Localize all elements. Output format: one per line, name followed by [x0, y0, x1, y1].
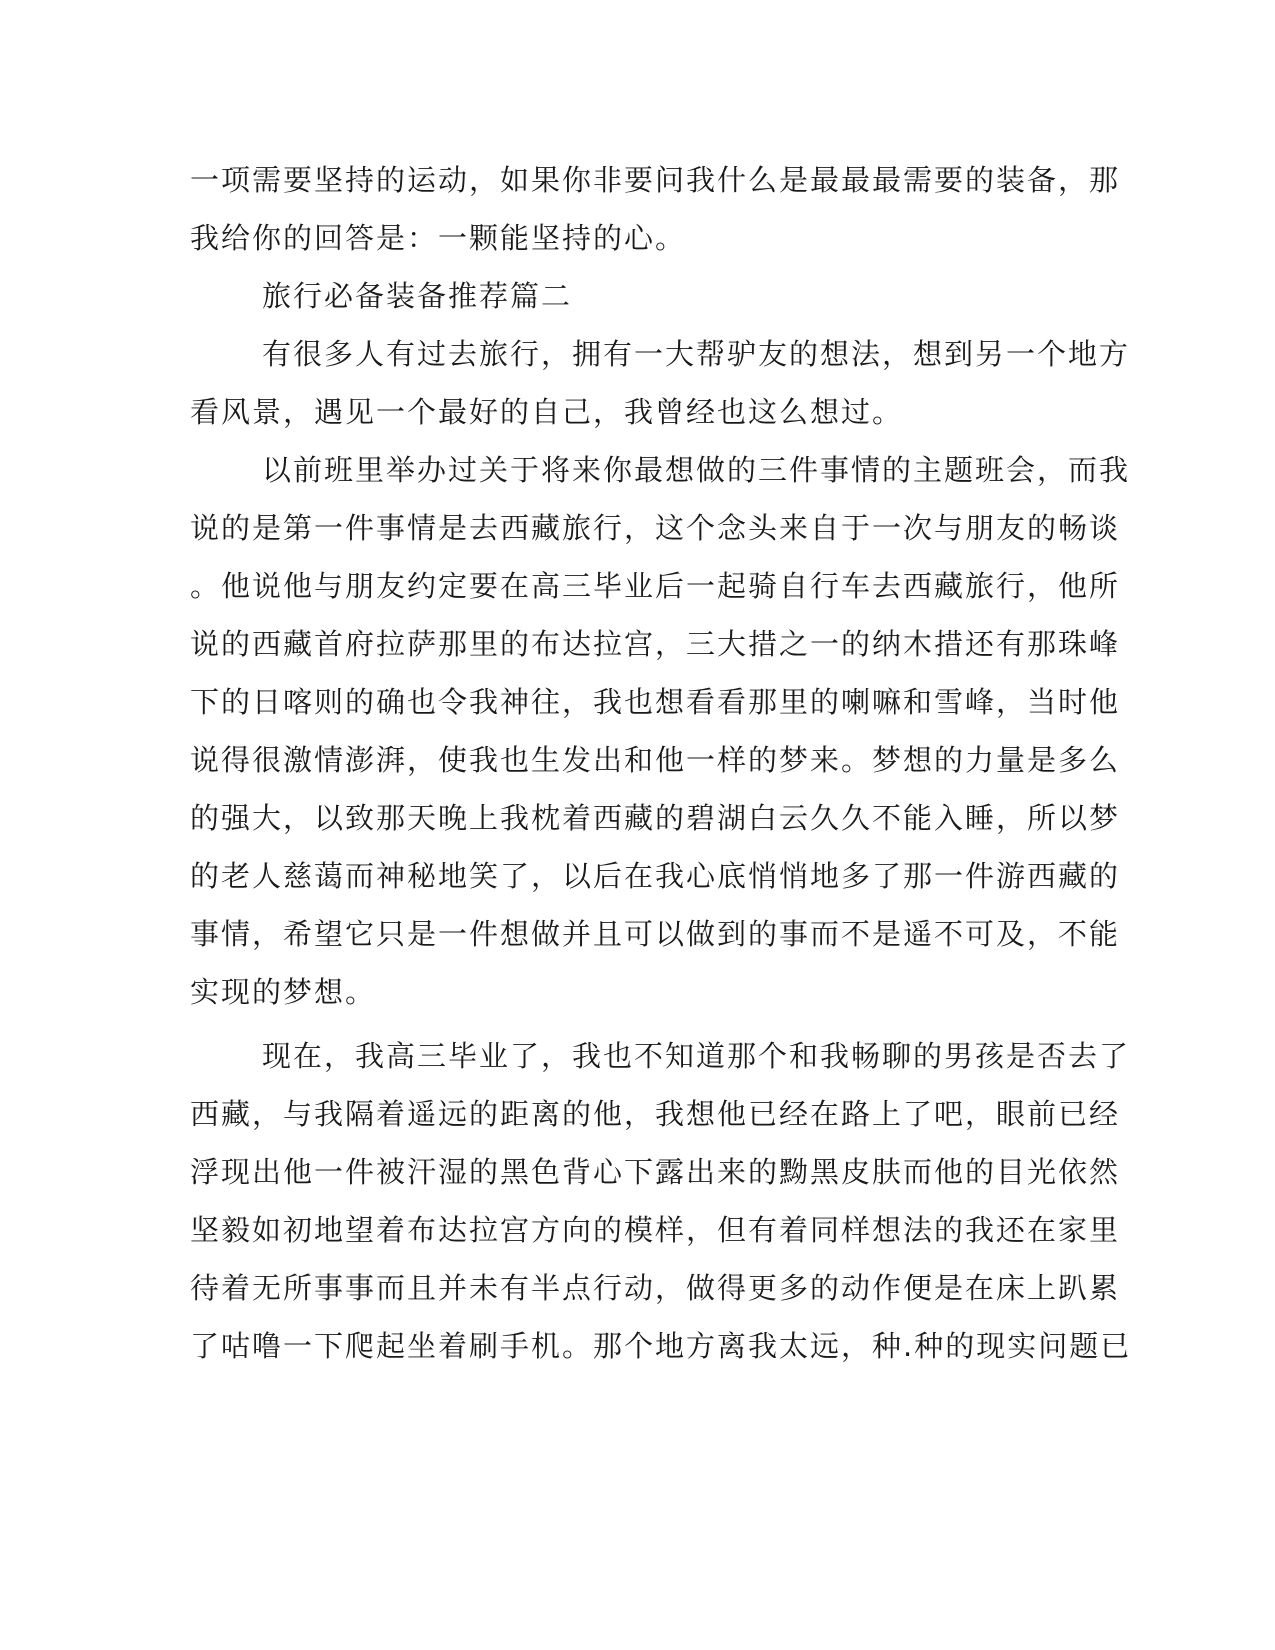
- text-line: 待着无所事事而且并未有半点行动，做得更多的动作便是在床上趴累: [190, 1271, 1121, 1305]
- text-line: 西藏，与我隔着遥远的距离的他，我想他已经在路上了吧，眼前已经: [190, 1097, 1121, 1131]
- text-line: 看风景，遇见一个最好的自己，我曾经也这么想过。: [190, 395, 904, 429]
- text-line: 说得很激情澎湃，使我也生发出和他一样的梦来。梦想的力量是多么: [190, 743, 1121, 777]
- text-line: 现在，我高三毕业了，我也不知道那个和我畅聊的男孩是否去了: [262, 1039, 1131, 1073]
- text-line: 下的日喀则的确也令我神往，我也想看看那里的喇嘛和雪峰，当时他: [190, 685, 1121, 719]
- text-line: 。他说他与朋友约定要在高三毕业后一起骑自行车去西藏旅行，他所: [190, 569, 1121, 603]
- text-line: 事情，希望它只是一件想做并且可以做到的事而不是遥不可及，不能: [190, 917, 1121, 951]
- text-line: 有很多人有过去旅行，拥有一大帮驴友的想法，想到另一个地方: [262, 337, 1131, 371]
- text-line: 一项需要坚持的运动，如果你非要问我什么是最最最需要的装备，那: [190, 163, 1121, 197]
- text-line: 了咕噜一下爬起坐着刷手机。那个地方离我太远，种.种的现实问题已: [190, 1329, 1132, 1363]
- text-line: 浮现出他一件被汗湿的黑色背心下露出来的黝黑皮肤而他的目光依然: [190, 1155, 1121, 1189]
- text-line: 的强大，以致那天晚上我枕着西藏的碧湖白云久久不能入睡，所以梦: [190, 801, 1121, 835]
- text-line: 我给你的回答是：一颗能坚持的心。: [190, 221, 687, 255]
- text-line: 以前班里举办过关于将来你最想做的三件事情的主题班会，而我: [262, 453, 1131, 487]
- text-line: 实现的梦想。: [190, 975, 377, 1009]
- section-heading: 旅行必备装备推荐篇二: [262, 279, 573, 313]
- text-line: 坚毅如初地望着布达拉宫方向的模样，但有着同样想法的我还在家里: [190, 1213, 1121, 1247]
- text-line: 的老人慈蔼而神秘地笑了，以后在我心底悄悄地多了那一件游西藏的: [190, 859, 1121, 893]
- text-line: 说的西藏首府拉萨那里的布达拉宫，三大措之一的纳木措还有那珠峰: [190, 627, 1121, 661]
- text-line: 说的是第一件事情是去西藏旅行，这个念头来自于一次与朋友的畅谈: [190, 511, 1121, 545]
